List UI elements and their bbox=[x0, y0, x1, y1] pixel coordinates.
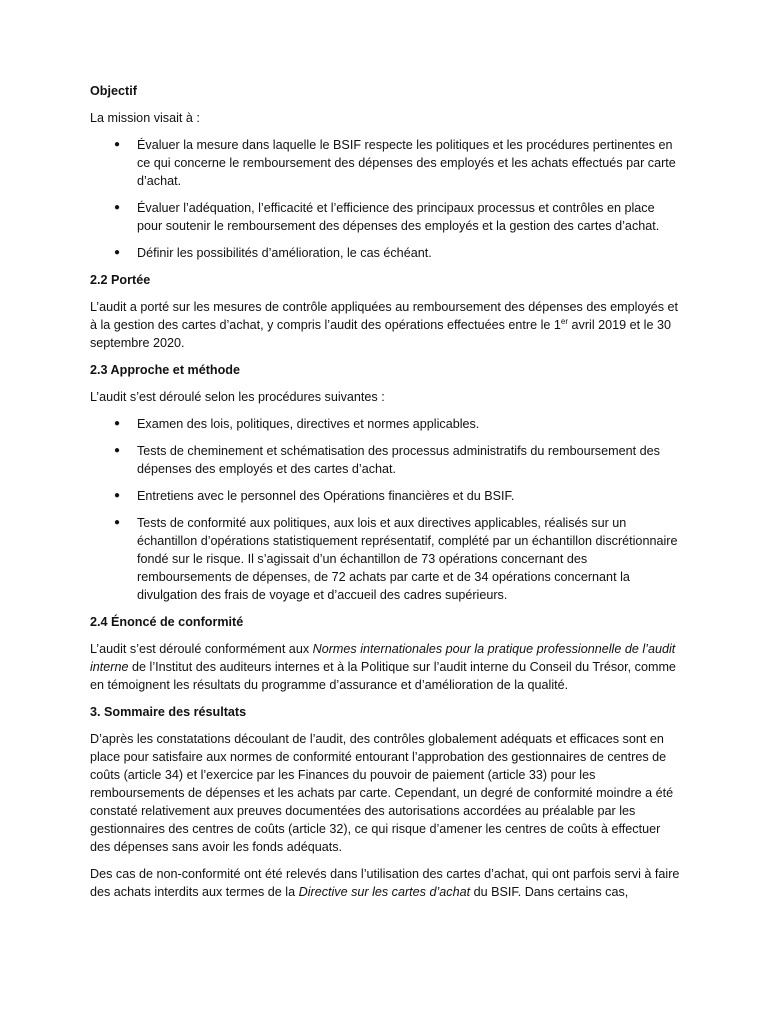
approche-intro: L’audit s’est déroulé selon les procédures suivantes : bbox=[90, 390, 385, 404]
list-item: ● Entretiens avec le personnel des Opérations financières et du BSIF. bbox=[114, 489, 515, 503]
sommaire-paragraph-2: Des cas de non-conformité ont été relevés dans l’utilisation des cartes d’achat, qui ont parfois servi à faire des achats interdits aux termes de la Directive sur les cartes d’achat du BSIF. Dans certains cas, bbox=[90, 867, 680, 899]
bullet-icon: ● bbox=[114, 445, 121, 456]
portee-heading: 2.2 Portée bbox=[90, 273, 151, 287]
bullet-icon: ● bbox=[114, 139, 121, 150]
objective-heading: Objectif bbox=[90, 84, 137, 98]
objective-list bbox=[90, 136, 680, 262]
conformite-paragraph: L’audit s’est déroulé conformément aux Normes internationales pour la pratique professionnelle de l’audit interne de l’Institut des auditeurs internes et à la Politique sur l’audit interne du Conseil du Trésor, comme en témoignent les résultats du programme d’assurance et d’amélioration de la qualité. bbox=[90, 642, 676, 692]
sommaire-heading: 3. Sommaire des résultats bbox=[90, 705, 247, 719]
objective-intro: La mission visait à : bbox=[90, 111, 200, 125]
bullet-icon: ● bbox=[114, 490, 121, 501]
list-item: ● Évaluer la mesure dans laquelle le BSIF respecte les politiques et les procédures pertinentes en ce qui concerne le remboursement des dépenses des employés et les achats effectués par carte d’achat. bbox=[114, 138, 676, 188]
list-item: ● Tests de cheminement et schématisation des processus administratifs du remboursement des dépenses des employés et des cartes d’achat. bbox=[114, 444, 660, 476]
list-item: ● Tests de conformité aux politiques, aux lois et aux directives applicables, réalisés sur un échantillon d’opérations statistiquement représentatif, complété par un échantillon discrétionnaire fondé sur le risque. Il s’agissait d’un échantillon de 73 opérations concernant des remboursements de dépenses, de 72 achats par carte et de 34 opérations concernant la divulgation des frais de voyage et d’accueil des cadres supérieurs. bbox=[114, 516, 678, 602]
bullet-icon: ● bbox=[114, 247, 121, 258]
sommaire-paragraph-1: D’après les constatations découlant de l’audit, des contrôles globalement adéquats et efficaces sont en place pour satisfaire aux normes de conformité entourant l’approbation des gestionnaires de centres de coûts (article 34) et l’exercice par les Finances du pouvoir de paiement (article 33) pour les remboursements de dépenses et les achats par carte. Cependant, un degré de conformité moindre a été constaté relativement aux preuves documentées des autorisations accordées au préalable par les gestionnaires des centres de coûts (article 32), ce qui risque d’amener les centres de coûts à effectuer des dépenses sans avoir les fonds adéquats. bbox=[90, 732, 674, 854]
list-item: ● Évaluer l’adéquation, l’efficacité et l’efficience des principaux processus et contrôles en place pour soutenir le remboursement des dépenses des employés et la gestion des cartes d’achat. bbox=[114, 201, 660, 233]
approche-heading: 2.3 Approche et méthode bbox=[90, 363, 240, 377]
list-item: ● Examen des lois, politiques, directives et normes applicables. bbox=[114, 417, 480, 431]
bullet-icon: ● bbox=[114, 202, 121, 213]
portee-paragraph: L’audit a porté sur les mesures de contrôle appliquées au remboursement des dépenses des employés et à la gestion des cartes d’achat, y compris l’audit des opérations effectuées entre le 1er avril 2019 et le 30 septembre 2020. bbox=[90, 300, 679, 350]
conformite-heading: 2.4 Énoncé de conformité bbox=[90, 615, 244, 629]
list-item: ● Définir les possibilités d’amélioration, le cas échéant. bbox=[114, 246, 432, 260]
bullet-icon: ● bbox=[114, 418, 121, 429]
document-body bbox=[90, 82, 680, 910]
bullet-icon: ● bbox=[114, 517, 121, 528]
approche-list bbox=[90, 415, 680, 604]
